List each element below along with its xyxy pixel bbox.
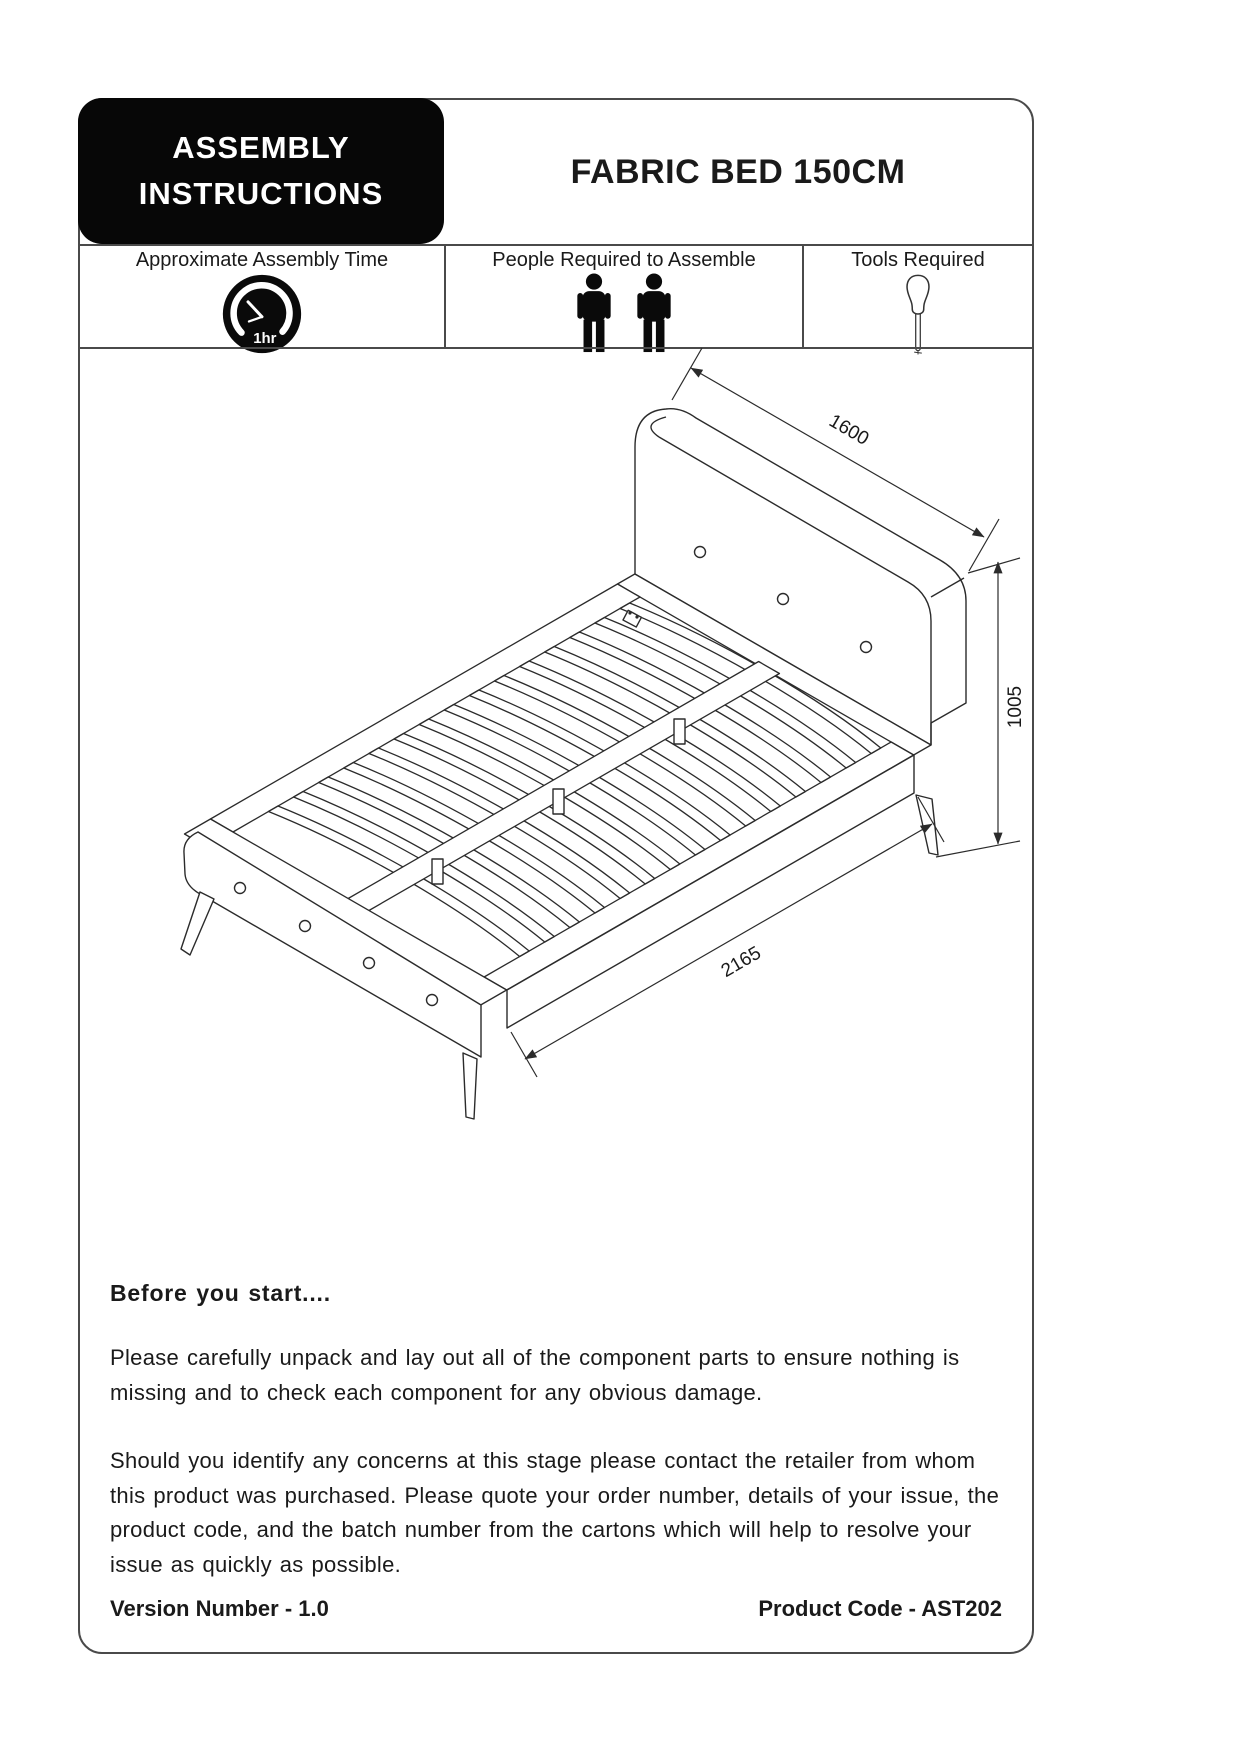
- clock-icon: [221, 273, 303, 355]
- people-required-cell: [444, 244, 802, 347]
- footer-row: [110, 1596, 1002, 1622]
- title-row: [444, 100, 1032, 244]
- dim-label-1600: 1600: [825, 410, 873, 450]
- before-you-start-heading: Before you start....: [110, 1280, 331, 1306]
- version-number: Version Number - 1.0: [110, 1596, 329, 1621]
- spec-row: [80, 244, 1032, 347]
- concerns-paragraph: Should you identify any concerns at this stage please contact the retailer from whom this product was purchased. Please quote your order number, details of your issue, the product code, and the batch number from the cartons which will help to resolve your issue as quickly as possible.: [110, 1448, 1000, 1577]
- two-people-icons: [571, 273, 677, 353]
- dim-label-1005: 1005: [1005, 685, 1026, 729]
- assembly-time-value: 1hr: [253, 330, 277, 347]
- page-title: FABRIC BED 150CM: [570, 152, 906, 191]
- dim-label-2165: 2165: [717, 942, 765, 982]
- badge-line2: INSTRUCTIONS: [138, 176, 384, 211]
- person-icon: [571, 273, 617, 353]
- product-code: Product Code - AST202: [758, 1596, 1002, 1621]
- people-required-label: People Required to Assemble: [492, 249, 756, 271]
- bed-diagram: [80, 347, 1032, 1207]
- badge-line1: ASSEMBLY: [172, 129, 350, 165]
- person-icon: [631, 273, 677, 353]
- tools-required-label: Tools Required: [851, 249, 985, 271]
- before-you-start-section: [110, 1280, 1002, 1582]
- foot-right-leg: [463, 1053, 477, 1119]
- unpack-paragraph: Please carefully unpack and lay out all of the component parts to ensure nothing is missing and to check each component for any obvious damage.: [110, 1345, 960, 1405]
- foot-left-leg: [181, 892, 214, 955]
- instruction-sheet: [78, 98, 1034, 1654]
- assembly-instructions-badge: [78, 98, 444, 244]
- tools-required-cell: [802, 244, 1032, 347]
- screwdriver-icon: [888, 273, 948, 355]
- assembly-time-cell: [80, 244, 444, 347]
- assembly-time-label: Approximate Assembly Time: [135, 249, 389, 271]
